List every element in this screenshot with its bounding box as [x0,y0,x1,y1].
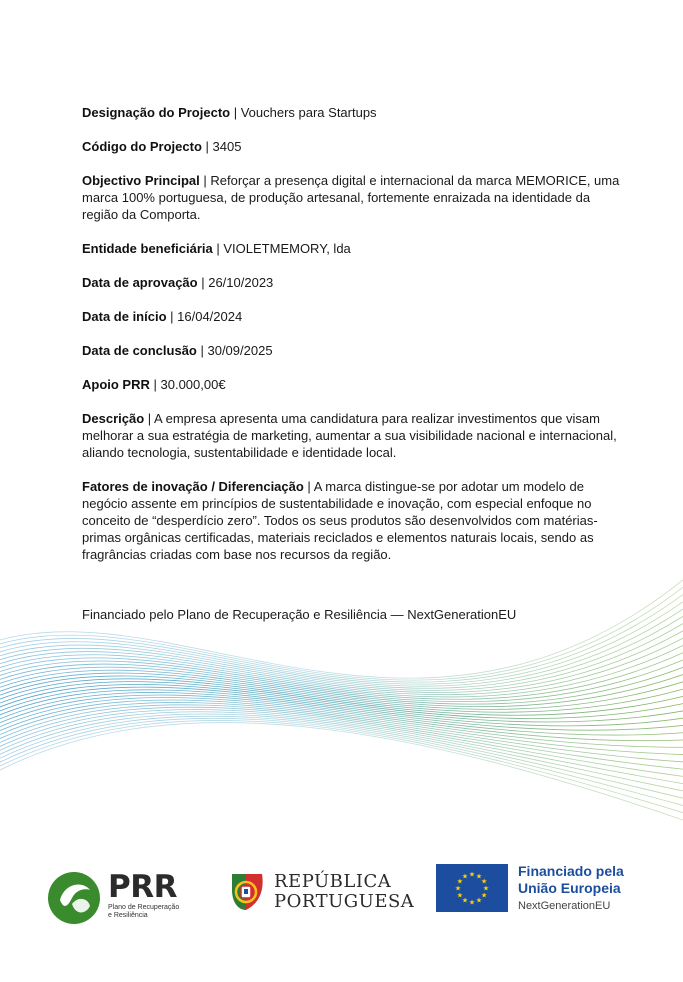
eu-star-icon: ★ [461,897,469,905]
field-label: Fatores de inovação / Diferenciação [82,479,304,494]
field-label: Designação do Projecto [82,105,231,120]
financing-statement: Financiado pelo Plano de Recuperação e Resiliência — NextGenerationEU [82,607,517,622]
eu-star-icon: ★ [480,878,488,886]
field-value: 30/09/2025 [207,343,273,358]
coat-of-arms-icon [228,870,268,914]
prr-title: PRR [108,869,177,905]
field-label: Data de aprovação [82,275,198,290]
prr-subtitle: Plano de Recuperação e Resiliência [108,904,180,919]
eu-star-icon: ★ [468,871,476,879]
eu-text-financed: Financiado pela [518,863,624,879]
wave-line [0,723,683,820]
field-value: 26/10/2023 [208,275,274,290]
field-label: Objectivo Principal [82,173,200,188]
eu-star-icon: ★ [480,892,488,900]
field-value: 3405 [212,139,242,154]
republica-text: REPÚBLICA PORTUGUESA [274,871,415,912]
eu-logo [436,864,656,928]
eu-star-icon: ★ [456,892,464,900]
field-label: Apoio PRR [82,377,150,392]
eu-text-union: União Europeia [518,880,621,896]
wave-line [0,645,683,697]
field-beneficiary: Entidade beneficiária | VIOLETMEMORY, lda [82,241,351,256]
field-description: Descrição | A empresa apresenta uma candidatura para realizar investimentos que visam melhorar a sua estratégia de marketing, aumentar a sua visibilidade nacional e internacional, aliando tecnologia, sustentabilidade e identidade local. [82,411,617,460]
prr-logo [46,870,216,926]
field-innovation: Fatores de inovação / Diferenciação | A marca distingue-se por adotar um modelo de negócio assente em princípios de sustentabilidade e inovação, com especial enfoque no conceito de “desperdício zero”. Todos os seus produtos são desenvolvidos com matérias-primas orgânicas certificadas, materiais reciclados e elementos naturais locais, sendo as fragrâncias criadas com base nos recursos da região. [82,479,598,562]
field-code: Código do Projecto | 3405 [82,139,242,154]
field-label: Data de início [82,309,167,324]
eu-star-icon: ★ [475,897,483,905]
field-start-date: Data de início | 16/04/2024 [82,309,243,324]
eu-text-nextgen: NextGenerationEU [518,900,611,912]
prr-mark-icon [46,870,102,926]
field-objective: Objectivo Principal | Reforçar a presença digital e internacional da marca MEMORICE, uma marca 100% portuguesa, de produção artesanal, fortemente enraizada na identidade da região da Comporta. [82,173,620,222]
field-value: Reforçar a presença digital e internacional da marca MEMORICE, uma marca 100% portuguesa, de produção artesanal, fortemente enraizada na identidade da região da Comporta. [82,173,620,222]
eu-star-icon: ★ [461,873,469,881]
republica-portuguesa-logo [228,868,428,928]
field-value: VIOLETMEMORY, lda [223,241,351,256]
field-value: 30.000,00€ [160,377,226,392]
eu-star-icon: ★ [482,885,490,893]
field-label: Data de conclusão [82,343,197,358]
field-end-date: Data de conclusão | 30/09/2025 [82,343,273,358]
wave-line [0,609,683,686]
eu-star-icon: ★ [454,885,462,893]
field-prr-support: Apoio PRR | 30.000,00€ [82,377,226,392]
eu-star-icon: ★ [475,873,483,881]
field-label: Descrição [82,411,145,426]
eu-star-icon: ★ [468,899,476,907]
field-label: Entidade beneficiária [82,241,213,256]
project-info [82,104,622,580]
field-designation: Designação do Projecto | Vouchers para Startups [82,105,377,120]
wave-line [0,580,683,678]
field-value: Vouchers para Startups [240,105,377,120]
field-value: A empresa apresenta uma candidatura para realizar investimentos que visam melhorar a sua estratégia de marketing, aumentar a sua visibilidade nacional e internacional, aliando tecnologia, sustentabilidade e identidade local. [82,411,617,460]
eu-star-icon: ★ [456,878,464,886]
field-approval-date: Data de aprovação | 26/10/2023 [82,275,274,290]
decorative-waves [0,560,683,860]
field-value: A marca distingue-se por adotar um modelo de negócio assente em princípios de sustentabilidade e inovação, com especial enfoque no conceito de “desperdício zero”. Todos os seus produtos são desenvolvidos com matérias-primas orgânicas certificadas, materiais reciclados e elementos naturais locais, sendo as fragrâncias criadas com base nos recursos da região. [82,479,598,562]
wave-line [0,631,683,693]
eu-flag-icon [436,864,508,912]
field-label: Código do Projecto [82,139,202,154]
field-value: 16/04/2024 [177,309,243,324]
funding-logos [0,850,683,940]
